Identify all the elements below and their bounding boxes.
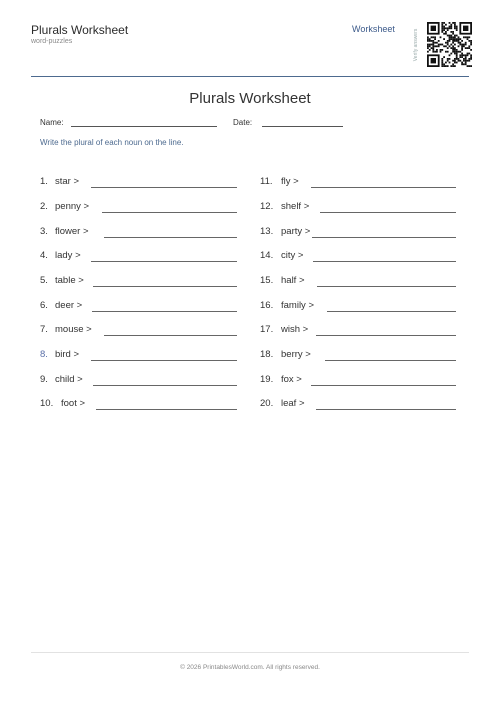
worksheet-tag: Worksheet [352, 24, 395, 34]
list-item [40, 374, 237, 388]
header-title: Plurals Worksheet [31, 23, 129, 37]
answer-line[interactable] [313, 261, 456, 262]
answer-line[interactable] [320, 212, 456, 213]
answer-line[interactable] [92, 311, 237, 312]
answer-line[interactable] [91, 360, 237, 361]
item-word: leaf > [281, 398, 305, 409]
answer-line[interactable] [311, 385, 456, 386]
item-number: 1. [40, 176, 48, 187]
item-word: foot > [61, 398, 86, 409]
item-number: 15. [260, 275, 274, 286]
answer-line[interactable] [91, 187, 237, 188]
item-number: 5. [40, 275, 48, 286]
instructions: Write the plural of each noun on the line. [40, 138, 184, 147]
item-word: wish > [281, 324, 309, 335]
list-item [260, 250, 456, 264]
item-number: 4. [40, 250, 48, 261]
footer-divider [31, 652, 469, 653]
item-number: 20. [260, 398, 274, 409]
answer-line[interactable] [93, 385, 237, 386]
item-number: 3. [40, 226, 48, 237]
item-word: penny > [55, 201, 90, 212]
answer-line[interactable] [104, 335, 237, 336]
item-number: 6. [40, 300, 48, 311]
name-field[interactable] [71, 126, 217, 127]
item-word: flower > [55, 226, 89, 237]
verify-answers-label: Verify answers [413, 28, 419, 62]
item-word: child > [55, 374, 83, 385]
list-item [40, 226, 237, 240]
item-word: bird > [55, 349, 80, 360]
item-word: table > [55, 275, 84, 286]
list-item [260, 349, 456, 363]
item-number: 19. [260, 374, 274, 385]
list-item [40, 275, 237, 289]
item-word: berry > [281, 349, 311, 360]
list-item [260, 300, 456, 314]
item-number: 12. [260, 201, 274, 212]
qr-code-icon[interactable] [427, 17, 472, 72]
item-word: shelf > [281, 201, 310, 212]
item-word: half > [281, 275, 305, 286]
item-number: 14. [260, 250, 274, 261]
item-number: 2. [40, 201, 48, 212]
list-item [40, 300, 237, 314]
answer-line[interactable] [311, 187, 456, 188]
header-subtitle: word-puzzles [31, 38, 73, 45]
answer-line[interactable] [104, 237, 237, 238]
list-item [40, 201, 237, 215]
item-word: fox > [281, 374, 302, 385]
item-number: 18. [260, 349, 274, 360]
answer-line[interactable] [316, 335, 456, 336]
answer-line[interactable] [91, 261, 237, 262]
item-word: star > [55, 176, 80, 187]
answer-line[interactable] [93, 286, 237, 287]
item-number: 9. [40, 374, 48, 385]
list-item [40, 324, 237, 338]
list-item [40, 250, 237, 264]
answer-line[interactable] [96, 409, 237, 410]
answer-line[interactable] [312, 237, 456, 238]
list-item [40, 398, 237, 412]
list-item [260, 374, 456, 388]
header-divider [31, 76, 469, 77]
item-word: fly > [281, 176, 299, 187]
worksheet-title: Plurals Worksheet [189, 90, 311, 107]
date-label: Date: [233, 118, 253, 127]
item-word: deer > [55, 300, 83, 311]
name-label: Name: [40, 118, 64, 127]
answer-line[interactable] [316, 409, 456, 410]
item-number: 11. [260, 176, 273, 187]
item-number: 13. [260, 226, 274, 237]
list-item [260, 201, 456, 215]
list-item [260, 176, 456, 190]
answer-line[interactable] [327, 311, 456, 312]
answer-line[interactable] [102, 212, 237, 213]
item-word: lady > [55, 250, 81, 261]
item-number: 7. [40, 324, 48, 335]
item-number: 16. [260, 300, 274, 311]
answer-line[interactable] [325, 360, 456, 361]
item-number: 8. [40, 349, 48, 360]
list-item [260, 226, 456, 240]
item-word: family > [281, 300, 314, 311]
item-word: city > [281, 250, 304, 261]
list-item [260, 398, 456, 412]
answer-line[interactable] [317, 286, 456, 287]
item-word: mouse > [55, 324, 92, 335]
date-field[interactable] [262, 126, 343, 127]
footer-copyright: © 2026 PrintablesWorld.com. All rights reserved. [180, 664, 320, 671]
list-item [40, 349, 237, 363]
item-word: party > [281, 226, 311, 237]
list-item [260, 324, 456, 338]
item-number: 10. [40, 398, 54, 409]
list-item [260, 275, 456, 289]
item-number: 17. [260, 324, 274, 335]
list-item [40, 176, 237, 190]
